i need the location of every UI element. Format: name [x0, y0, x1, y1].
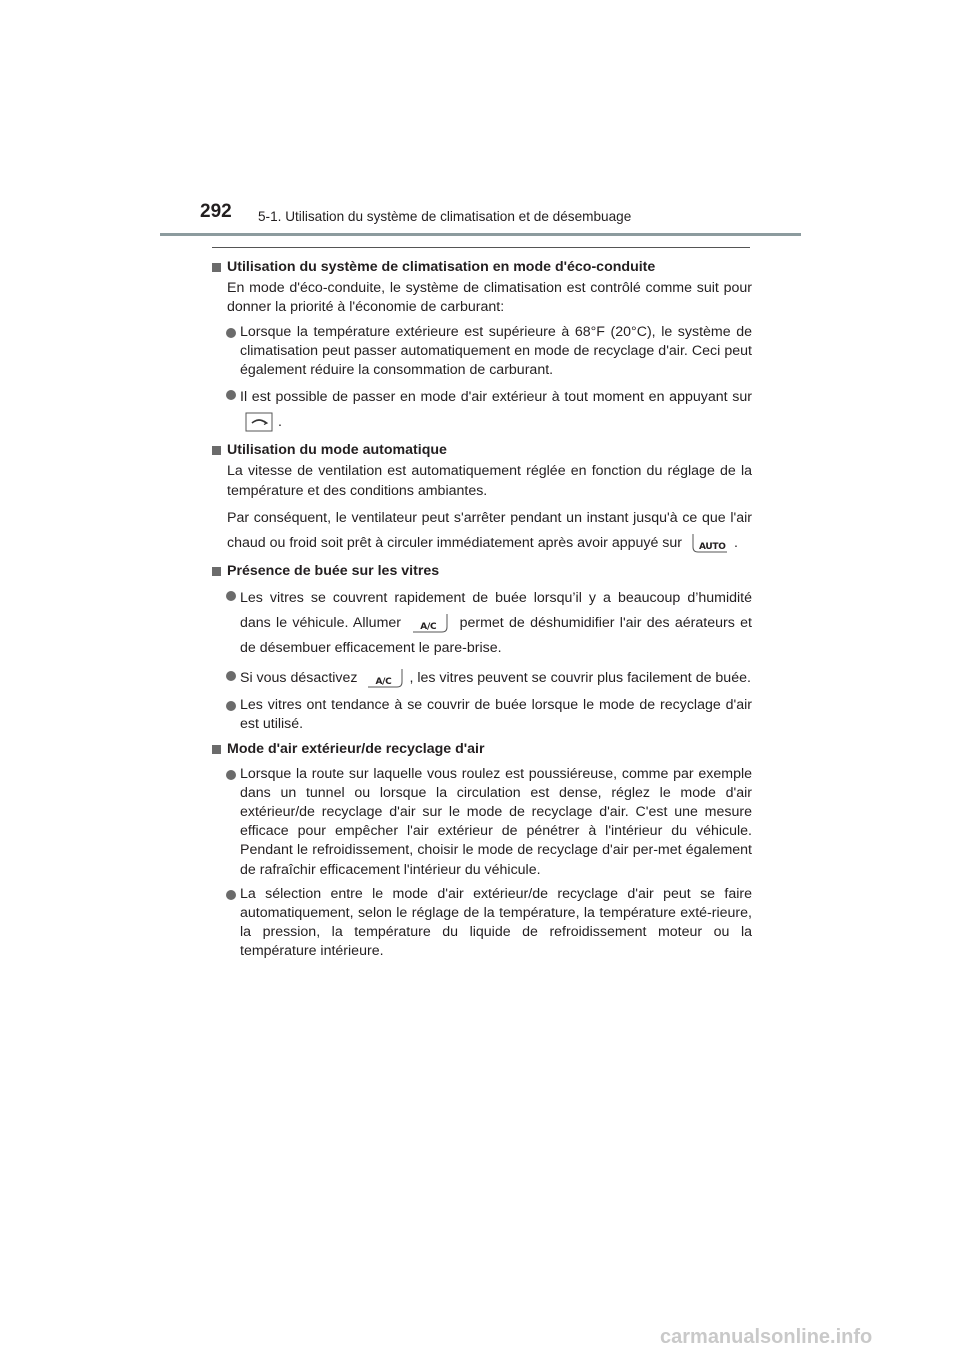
square-bullet-icon: [212, 745, 221, 754]
chapter-title: 5-1. Utilisation du système de climatisation et de désembuage: [258, 209, 632, 224]
outside-air-mode-icon: [244, 411, 274, 433]
bullet-item: Si vous désactivez A/C , les vitres peuvent se couvrir plus facilement de buée.: [212, 666, 752, 691]
content-divider: [212, 247, 750, 248]
page-header: [0, 0, 960, 240]
paragraph: Par conséquent, le ventilateur peut s'arrêter pendant un instant jusqu'à ce que l'air chaud ou froid soit prêt à circuler immédiatement après avoir appuyé sur AUTO .: [227, 509, 752, 553]
watermark: carmanualsonline.info: [660, 1326, 873, 1348]
header-divider: [160, 233, 801, 236]
page-content: [212, 255, 752, 962]
round-bullet-icon: [226, 671, 236, 681]
ac-button-icon: A/C: [365, 667, 405, 689]
round-bullet-icon: [226, 701, 236, 711]
section-heading-eco: Utilisation du système de climatisation en mode d'éco-conduite: [212, 258, 752, 277]
section-heading-auto: Utilisation du mode automatique: [212, 441, 752, 460]
round-bullet-icon: [226, 770, 236, 780]
round-bullet-icon: [226, 591, 236, 601]
ac-button-icon: A/C: [410, 612, 450, 634]
paragraph: La vitesse de ventilation est automatiquement réglée en fonction du réglage de la température et des conditions ambiantes.: [227, 463, 752, 499]
bullet-item: Lorsque la température extérieure est supérieure à 68°F (20°C), le système de climatisation peut passer automatiquement en mode de recyclage d'air. Ceci peut également réduire la consommation de carburant.: [212, 323, 752, 381]
paragraph: En mode d'éco-conduite, le système de climatisation est contrôlé comme suit pour donner la priorité à l'économie de carburant:: [227, 280, 752, 316]
section-heading-fog: Présence de buée sur les vitres: [212, 562, 752, 581]
bullet-item: Les vitres ont tendance à se couvrir de buée lorsque le mode de recyclage d'air est utilisé.: [212, 696, 752, 734]
bullet-item: La sélection entre le mode d'air extérieur/de recyclage d'air peut se faire automatiquement, selon le réglage de la température, la température exté-rieure, la pression, la température du liquide de refroidissement moteur ou la température intérieure.: [212, 885, 752, 962]
bullet-item: Il est possible de passer en mode d'air extérieur à tout moment en appuyant sur .: [212, 385, 752, 435]
page-number: 292: [200, 201, 232, 222]
square-bullet-icon: [212, 263, 221, 272]
bullet-item: Lorsque la route sur laquelle vous roulez est poussiéreuse, comme par exemple dans un tunnel ou lorsque la circulation est dense, réglez le mode d'air extérieur/de recyclage d'air sur le mode de recyclage d'air. C'est une mesure efficace pour empêcher l'air extérieur de pénétrer à l'intérieur du véhicule. Pendant le refroidissement, choisir le mode de recyclage d'air per-met également de rafraîchir efficacement l'intérieur du véhicule.: [212, 765, 752, 880]
square-bullet-icon: [212, 446, 221, 455]
round-bullet-icon: [226, 390, 236, 400]
auto-button-icon: AUTO: [690, 532, 730, 554]
section-heading-air-mode: Mode d'air extérieur/de recyclage d'air: [212, 740, 752, 759]
bullet-item: Les vitres se couvrent rapidement de buée lorsqu’il y a beaucoup d’humidité dans le véhicule. Allumer A/C permet de déshumidifier l'air des aérateurs et de désembuer efficacement le pare-brise.: [212, 586, 752, 661]
square-bullet-icon: [212, 567, 221, 576]
round-bullet-icon: [226, 890, 236, 900]
round-bullet-icon: [226, 328, 236, 338]
